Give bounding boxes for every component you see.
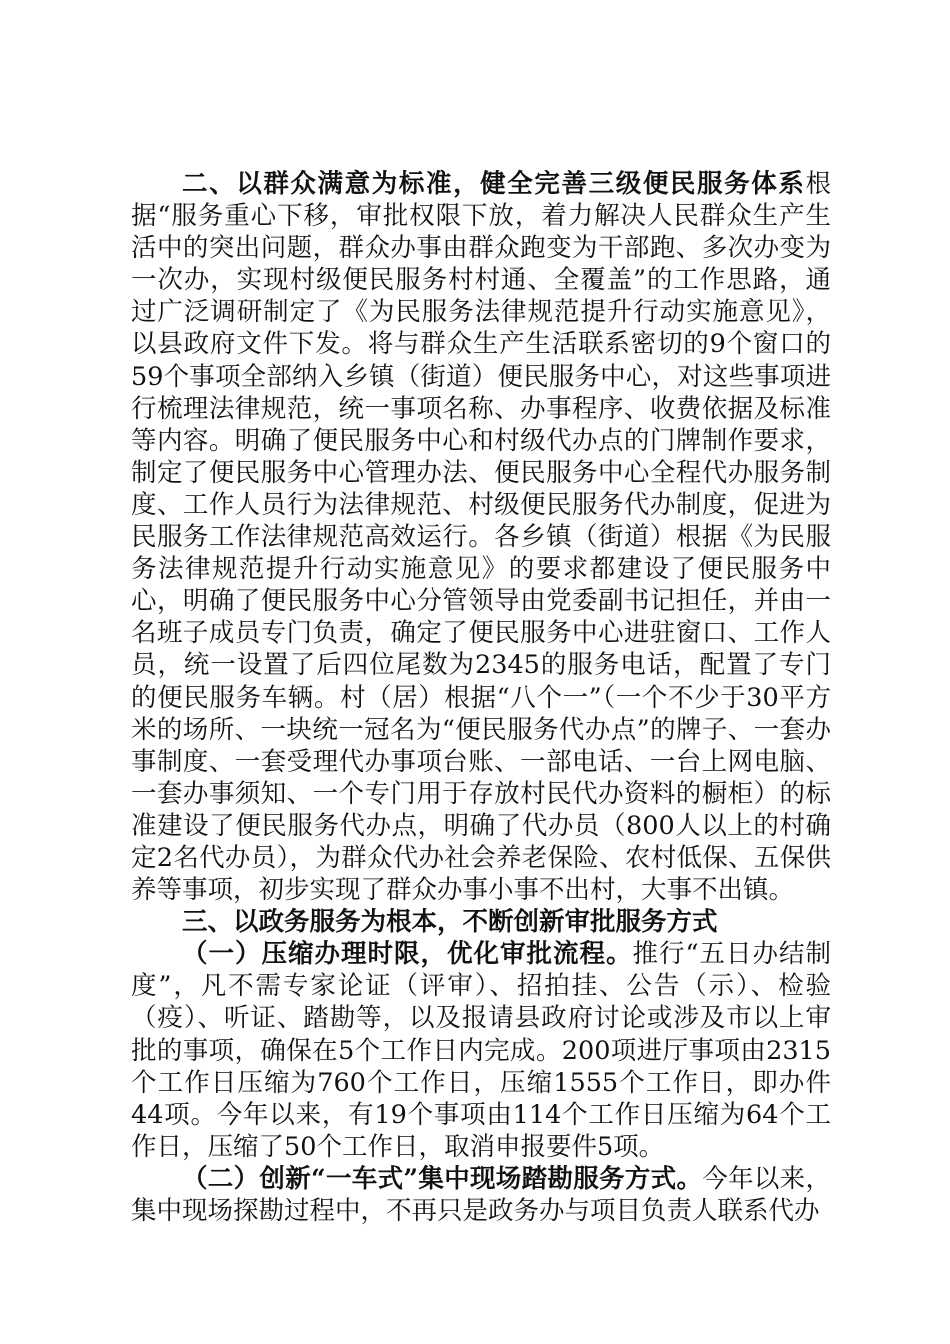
section-2-paragraph bbox=[131, 168, 831, 906]
section-3-item-2-title: （二）创新“一车式”集中现场踏勘服务方式。 bbox=[182, 1163, 703, 1194]
section-3-item-1-paragraph bbox=[131, 938, 831, 1163]
section-3-item-2-body: 今年以来，集中现场探勘过程中，不再只是政务办与项目负责人联系代办 bbox=[131, 1163, 831, 1226]
section-2-body: 根据“服务重心下移，审批权限下放，着力解决人民群众生产生活中的突出问题，群众办事由群众跑变为干部跑、多次办变为一次办，实现村级便民服务村村通、全覆盖”的工作思路，通过广泛调研制定了《为民服务法律规范提升行动实施意见》，以县政府文件下发。将与群众生产生活联系密切的9个窗口的59个事项全部纳入乡镇（街道）便民服务中心，对这些事项进行梳理法律规范，统一事项名称、办事程序、收费依据及标准等内容。明确了便民服务中心和村级代办点的门牌制作要求，制定了便民服务中心管理办法、便民服务中心全程代办服务制度、工作人员行为法律规范、村级便民服务代办制度，促进为民服务工作法律规范高效运行。各乡镇（街道）根据《为民服务法律规范提升行动实施意见》的要求都建设了便民服务中心，明确了便民服务中心分管领导由党委副书记担任，并由一名班子成员专门负责，确定了便民服务中心进驻窗口、工作人员，统一设置了后四位尾数为2345的服务电话，配置了专门的便民服务车辆。村（居）根据“八个一”（一个不少于30平方米的场所、一块统一冠名为“便民服务代办点”的牌子、一套办事制度、一套受理代办事项台账、一部电话、一台上网电脑、一套办事须知、一个专门用于存放村民代办资料的橱柜）的标准建设了便民服务代办点，明确了代办员（800人以上的村确定2名代办员），为群众代办社会养老保险、农村低保、五保供养等事项，初步实现了群众办事小事不出村，大事不出镇。 bbox=[131, 169, 831, 906]
section-3-item-2-paragraph bbox=[131, 1163, 831, 1227]
section-3-item-1-title: （一）压缩办理时限，优化审批流程。 bbox=[182, 939, 633, 970]
document-body bbox=[131, 168, 831, 1227]
section-3-item-1-body: 推行“五日办结制度”，凡不需专家论证（评审）、招拍挂、公告（示）、检验（疫）、听证、踏勘等，以及报请县政府讨论或涉及市以上审批的事项，确保在5个工作日内完成。200项进厅事项由2315个工作日压缩为760个工作日，压缩1555个工作日，即办件44项。今年以来，有19个事项由114个工作日压缩为64个工作日，压缩了50个工作日，取消申报要件5项。 bbox=[131, 939, 831, 1162]
section-3-heading: 三、以政务服务为根本，不断创新审批服务方式 bbox=[182, 907, 718, 938]
section-2-heading: 二、以群众满意为标准，健全完善三级便民服务体系 bbox=[182, 169, 806, 199]
